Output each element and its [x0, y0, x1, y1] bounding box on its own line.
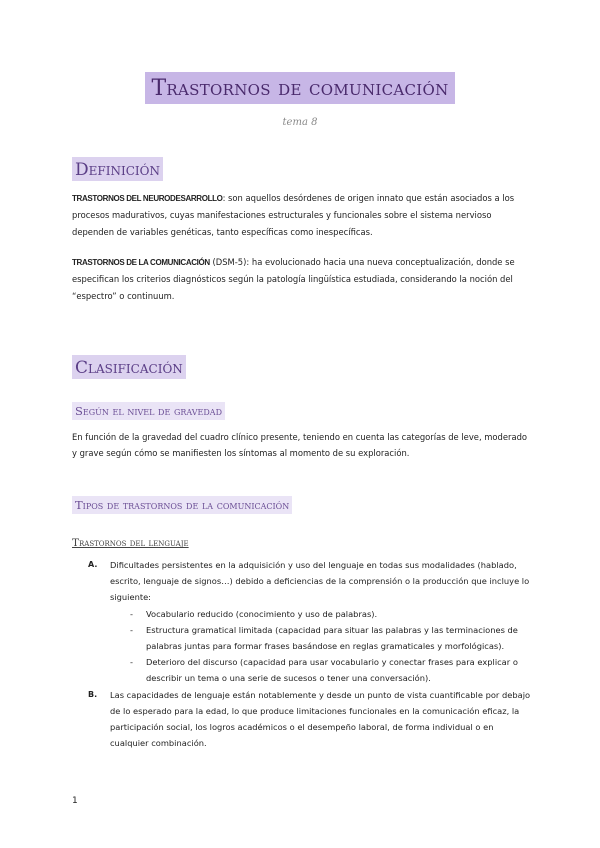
list-item-b: [72, 687, 532, 752]
list-item-a: [72, 557, 532, 606]
definition-comunicacion: (DSM-5): ha evolucionado hacia una nueva conceptualización, donde se especifican los criterios diagnósticos según la patología lingüística estudiada, considerando la noción del “espectro” o continuum.: [72, 257, 515, 301]
heading-clasificacion: Clasificación: [72, 355, 186, 379]
heading-tipos: Tipos de trastornos de la comunicación: [72, 496, 292, 514]
list-item-text: Las capacidades de lenguaje están notablemente y desde un punto de vista cuantificable por debajo de lo esperado para la edad, lo que produce limitaciones funcionales en la comunicación eficaz, la participación social, los logros académicos o el desempeño laboral, de forma individual o en cualquier combinación.: [110, 689, 531, 749]
dash-marker: -: [130, 657, 133, 668]
document-subtitle: tema 8: [282, 117, 318, 128]
sublist-item: [110, 606, 532, 622]
dash-marker: -: [130, 608, 133, 619]
title-block: [0, 72, 600, 104]
definition-neurodesarrollo: : son aquellos desórdenes de origen innato que están asociados a los procesos madurativos, cuyas manifestaciones estructurales y funcionales sobre el sistema nervioso dependen de variables genéticas, tanto específicas como inespecíficas.: [72, 193, 515, 237]
term-comunicacion: TRASTORNOS DE LA COMUNICACIÓN: [72, 258, 210, 267]
sublist-item: [110, 622, 532, 654]
paragraph-gravedad: En función de la gravedad del cuadro clínico presente, teniendo en cuenta las categorías de leve, moderado y grave según cómo se manifiesten los síntomas al momento de su exploración.: [72, 432, 528, 459]
document-title: Trastornos de comunicación: [145, 72, 454, 104]
paragraph-comunicacion: [72, 254, 528, 304]
sublist-item: [110, 654, 532, 686]
sublist-item-text: Vocabulario reducido (conocimiento y uso de palabras).: [146, 608, 378, 619]
heading-gravedad: Según el nivel de gravedad: [72, 402, 225, 420]
sublist-item-text: Estructura gramatical limitada (capacidad para situar las palabras y las terminaciones de palabras juntas para formar frases basándose en reglas gramaticales y morfológicas).: [146, 624, 518, 652]
page-number: 1: [72, 796, 78, 806]
dash-marker: -: [130, 624, 133, 635]
term-neurodesarrollo: TRASTORNOS DEL NEURODESARROLLO: [72, 194, 223, 203]
list-marker: A.: [88, 560, 98, 569]
paragraph-neurodesarrollo: [72, 190, 528, 240]
heading-definicion: Definición: [72, 157, 163, 181]
criteria-list: [72, 557, 532, 751]
list-marker: B.: [88, 689, 98, 699]
list-item-text: Dificultades persistentes en la adquisición y uso del lenguaje en todas sus modalidades (hablado, escrito, lenguaje de signos…) debido a deficiencias de la comprensión o la producción que incluye lo siguiente:: [110, 560, 530, 603]
heading-trastornos-lenguaje: Trastornos del lenguaje: [72, 537, 189, 549]
sublist-item-text: Deterioro del discurso (capacidad para usar vocabulario y conectar frases para explicar o describir un tema o una serie de sucesos o tener una conversación).: [146, 657, 518, 684]
